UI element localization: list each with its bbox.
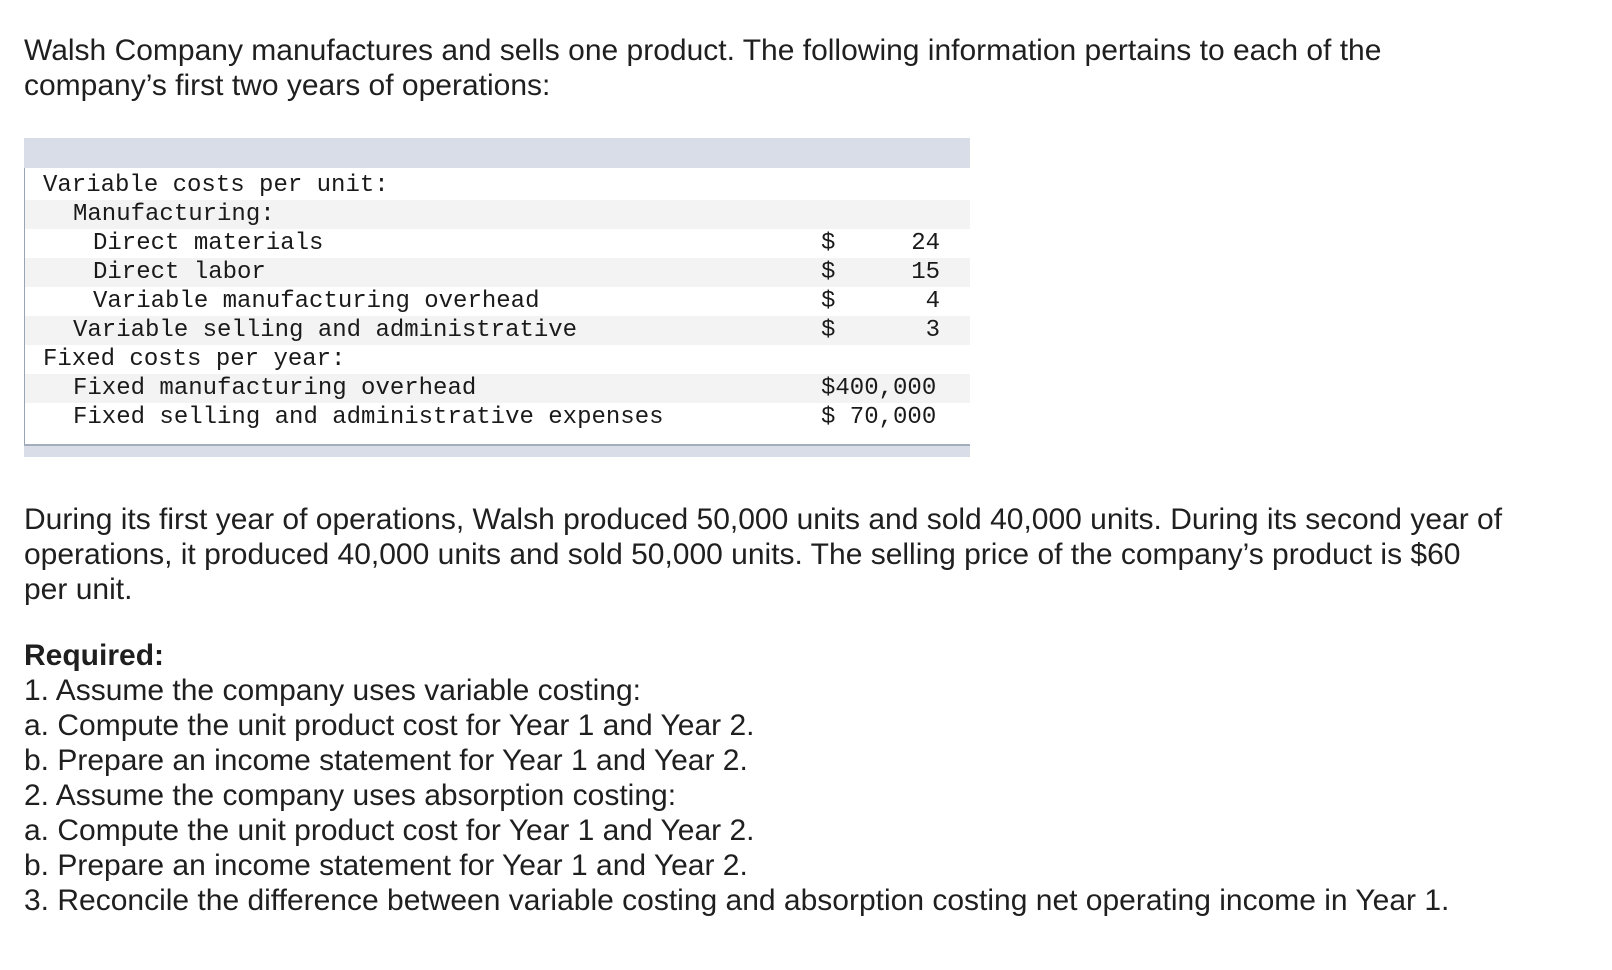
row-currency: $ bbox=[821, 317, 836, 344]
row-currency: $ bbox=[821, 259, 836, 286]
operations-paragraph bbox=[24, 502, 1604, 607]
row-amount: 4 bbox=[925, 288, 940, 315]
row-label: Fixed manufacturing overhead bbox=[73, 375, 477, 402]
table-row bbox=[25, 287, 970, 316]
required-heading: Required: bbox=[24, 639, 165, 672]
row-label: Direct materials bbox=[93, 230, 324, 257]
row-amount: $400,000 bbox=[821, 375, 937, 402]
row-label: Manufacturing: bbox=[73, 201, 275, 228]
row-amount: 24 bbox=[911, 230, 940, 257]
row-amount: $ 70,000 bbox=[821, 404, 937, 431]
required-item: a. Compute the unit product cost for Year 1 and Year 2. bbox=[24, 709, 755, 742]
intro-line: Walsh Company manufactures and sells one product. The following information pertains to each of the bbox=[24, 34, 1382, 67]
table-row bbox=[25, 374, 970, 403]
table-row bbox=[25, 403, 970, 432]
row-label: Fixed costs per year: bbox=[43, 346, 346, 373]
table-row bbox=[25, 200, 970, 229]
required-item: 3. Reconcile the difference between variable costing and absorption costing net operating income in Year 1. bbox=[24, 884, 1450, 917]
row-label: Direct labor bbox=[93, 259, 266, 286]
table-body bbox=[24, 168, 970, 444]
table-row bbox=[25, 345, 970, 374]
intro-line: company’s first two years of operations: bbox=[24, 69, 551, 102]
row-label: Variable costs per unit: bbox=[43, 172, 389, 199]
table-footer-bar bbox=[24, 444, 970, 457]
required-item: a. Compute the unit product cost for Year 1 and Year 2. bbox=[24, 814, 755, 847]
required-item: 2. Assume the company uses absorption costing: bbox=[24, 779, 677, 812]
required-section bbox=[24, 638, 1604, 918]
row-label: Variable manufacturing overhead bbox=[93, 288, 540, 315]
required-item: 1. Assume the company uses variable costing: bbox=[24, 674, 641, 707]
table-header-bar bbox=[24, 138, 970, 168]
table-row bbox=[25, 316, 970, 345]
table-row bbox=[25, 171, 970, 200]
row-label: Variable selling and administrative bbox=[73, 317, 578, 344]
required-item: b. Prepare an income statement for Year 1 and Year 2. bbox=[24, 849, 748, 882]
operations-line: per unit. bbox=[24, 573, 133, 606]
table-row bbox=[25, 229, 970, 258]
row-amount: 15 bbox=[911, 259, 940, 286]
row-currency: $ bbox=[821, 288, 836, 315]
table-row bbox=[25, 258, 970, 287]
row-label: Fixed selling and administrative expenses bbox=[73, 404, 664, 431]
cost-table bbox=[24, 138, 970, 457]
intro-paragraph bbox=[24, 33, 1504, 103]
operations-line: During its first year of operations, Walsh produced 50,000 units and sold 40,000 units. During its second year of bbox=[24, 503, 1503, 536]
operations-line: operations, it produced 40,000 units and sold 50,000 units. The selling price of the company’s product is $60 bbox=[24, 538, 1461, 571]
required-item: b. Prepare an income statement for Year 1 and Year 2. bbox=[24, 744, 748, 777]
row-currency: $ bbox=[821, 230, 836, 257]
row-amount: 3 bbox=[925, 317, 940, 344]
